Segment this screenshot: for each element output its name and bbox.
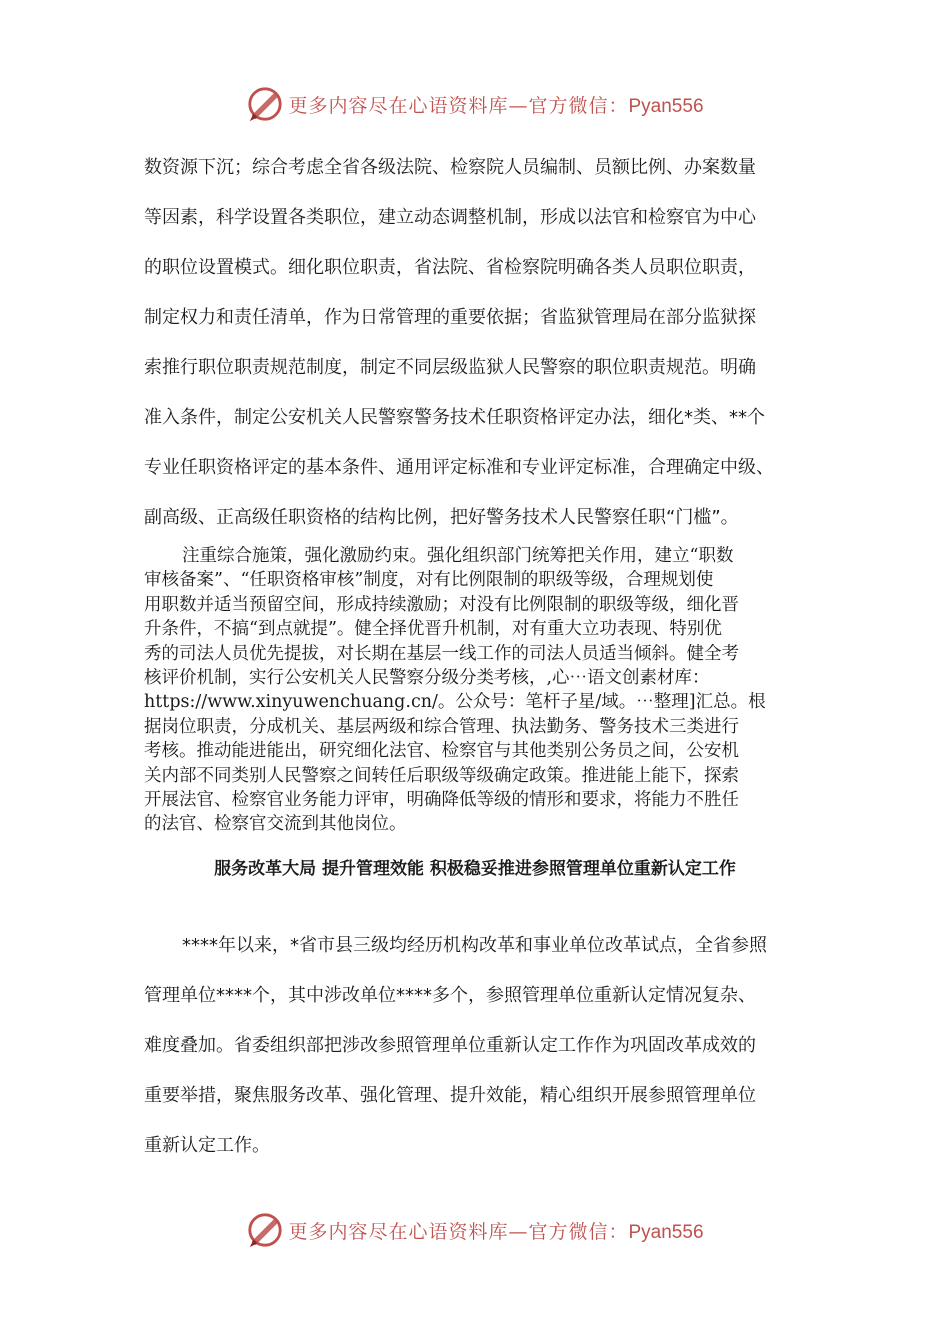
text-line: 专业任职资格评定的基本条件、通用评定标准和专业评定标准，合理确定中级、 [144,457,774,478]
banner-slogan: 更多内容尽在心语资料库—官方微信： [288,1220,629,1243]
text-line: 用职数并适当预留空间，形成持续激励；对没有比例限制的职级等级，细化晋 [144,594,739,615]
banner-wechat-id: Pyan556 [628,1221,704,1243]
pen-writing-logo-icon [246,85,284,123]
paragraph-2 [144,544,798,837]
text-line: 重要举措，聚焦服务改革、强化管理、提升效能，精心组织开展参照管理单位 [144,1085,756,1106]
text-line: 审核备案”、“任职资格审核”制度，对有比例限制的职级等级，合理规划使 [144,570,714,591]
text-line: 注重综合施策，强化激励约束。强化组织部门统筹把关作用，建立“职数 [182,546,734,566]
text-line: 副高级、正高级任职资格的结构比例，把好警务技术人民警察任职“门槛”。 [144,507,739,528]
text-line: 开展法官、检察官业务能力评审，明确降低等级的情形和要求，将能力不胜任 [144,789,739,810]
text-line: 等因素，科学设置各类职位，建立动态调整机制，形成以法官和检察官为中心 [144,207,756,228]
text-line: 索推行职位职责规范制度，制定不同层级监狱人民警察的职位职责规范。明确 [144,357,756,378]
text-line: 数资源下沉；综合考虑全省各级法院、检察院人员编制、员额比例、办案数量 [144,157,756,178]
text-line: 的职位设置模式。细化职位职责，省法院、省检察院明确各类人员职位职责， [144,257,756,278]
text-line: 核评价机制，实行公安机关人民警察分级分类考核，,心⋯语文创素材库： [144,667,710,688]
paragraph-3 [144,934,809,1184]
banner-wechat-id: Pyan556 [628,95,704,117]
text-line: 升条件，不搞“到点就提”。健全择优晋升机制，对有重大立功表现、特别优 [144,619,722,640]
text-line: 难度叠加。省委组织部把涉改参照管理单位重新认定工作作为巩固改革成效的 [144,1035,756,1056]
section-heading: 服务改革大局 提升管理效能 积极稳妥推进参照管理单位重新认定工作 [214,859,736,879]
text-line: 考核。推动能进能出，研究细化法官、检察官与其他类别公务员之间，公安机 [144,741,739,762]
paragraph-1 [144,156,809,556]
text-line: https://www.xinyuwenchuang.cn/。公众号：笔杆子星/域。⋯整理]汇总。根 [144,692,766,713]
text-line: 管理单位****个，其中涉改单位****多个，参照管理单位重新认定情况复杂、 [144,985,756,1006]
text-line: 准入条件，制定公安机关人民警察警务技术任职资格评定办法，细化*类、**个 [144,407,765,428]
banner-text [288,1217,703,1244]
footer-banner [0,1208,950,1252]
banner-slogan: 更多内容尽在心语资料库—官方微信： [288,94,629,117]
pen-writing-logo-icon [246,1211,284,1249]
text-line: 重新认定工作。 [144,1135,270,1156]
text-line: 据岗位职责，分成机关、基层两级和综合管理、执法勤务、警务技术三类进行 [144,716,739,737]
text-line: 的法官、检察官交流到其他岗位。 [144,814,407,835]
text-line: 关内部不同类别人民警察之间转任后职级等级确定政策。推进能上能下，探索 [144,765,739,786]
text-line: 秀的司法人员优先提拔，对长期在基层一线工作的司法人员适当倾斜。健全考 [144,643,739,664]
text-line: 制定权力和责任清单，作为日常管理的重要依据；省监狱管理局在部分监狱探 [144,307,756,328]
text-line: ****年以来，*省市县三级均经历机构改革和事业单位改革试点，全省参照 [182,935,767,956]
banner-text [288,91,703,118]
header-banner [0,82,950,126]
